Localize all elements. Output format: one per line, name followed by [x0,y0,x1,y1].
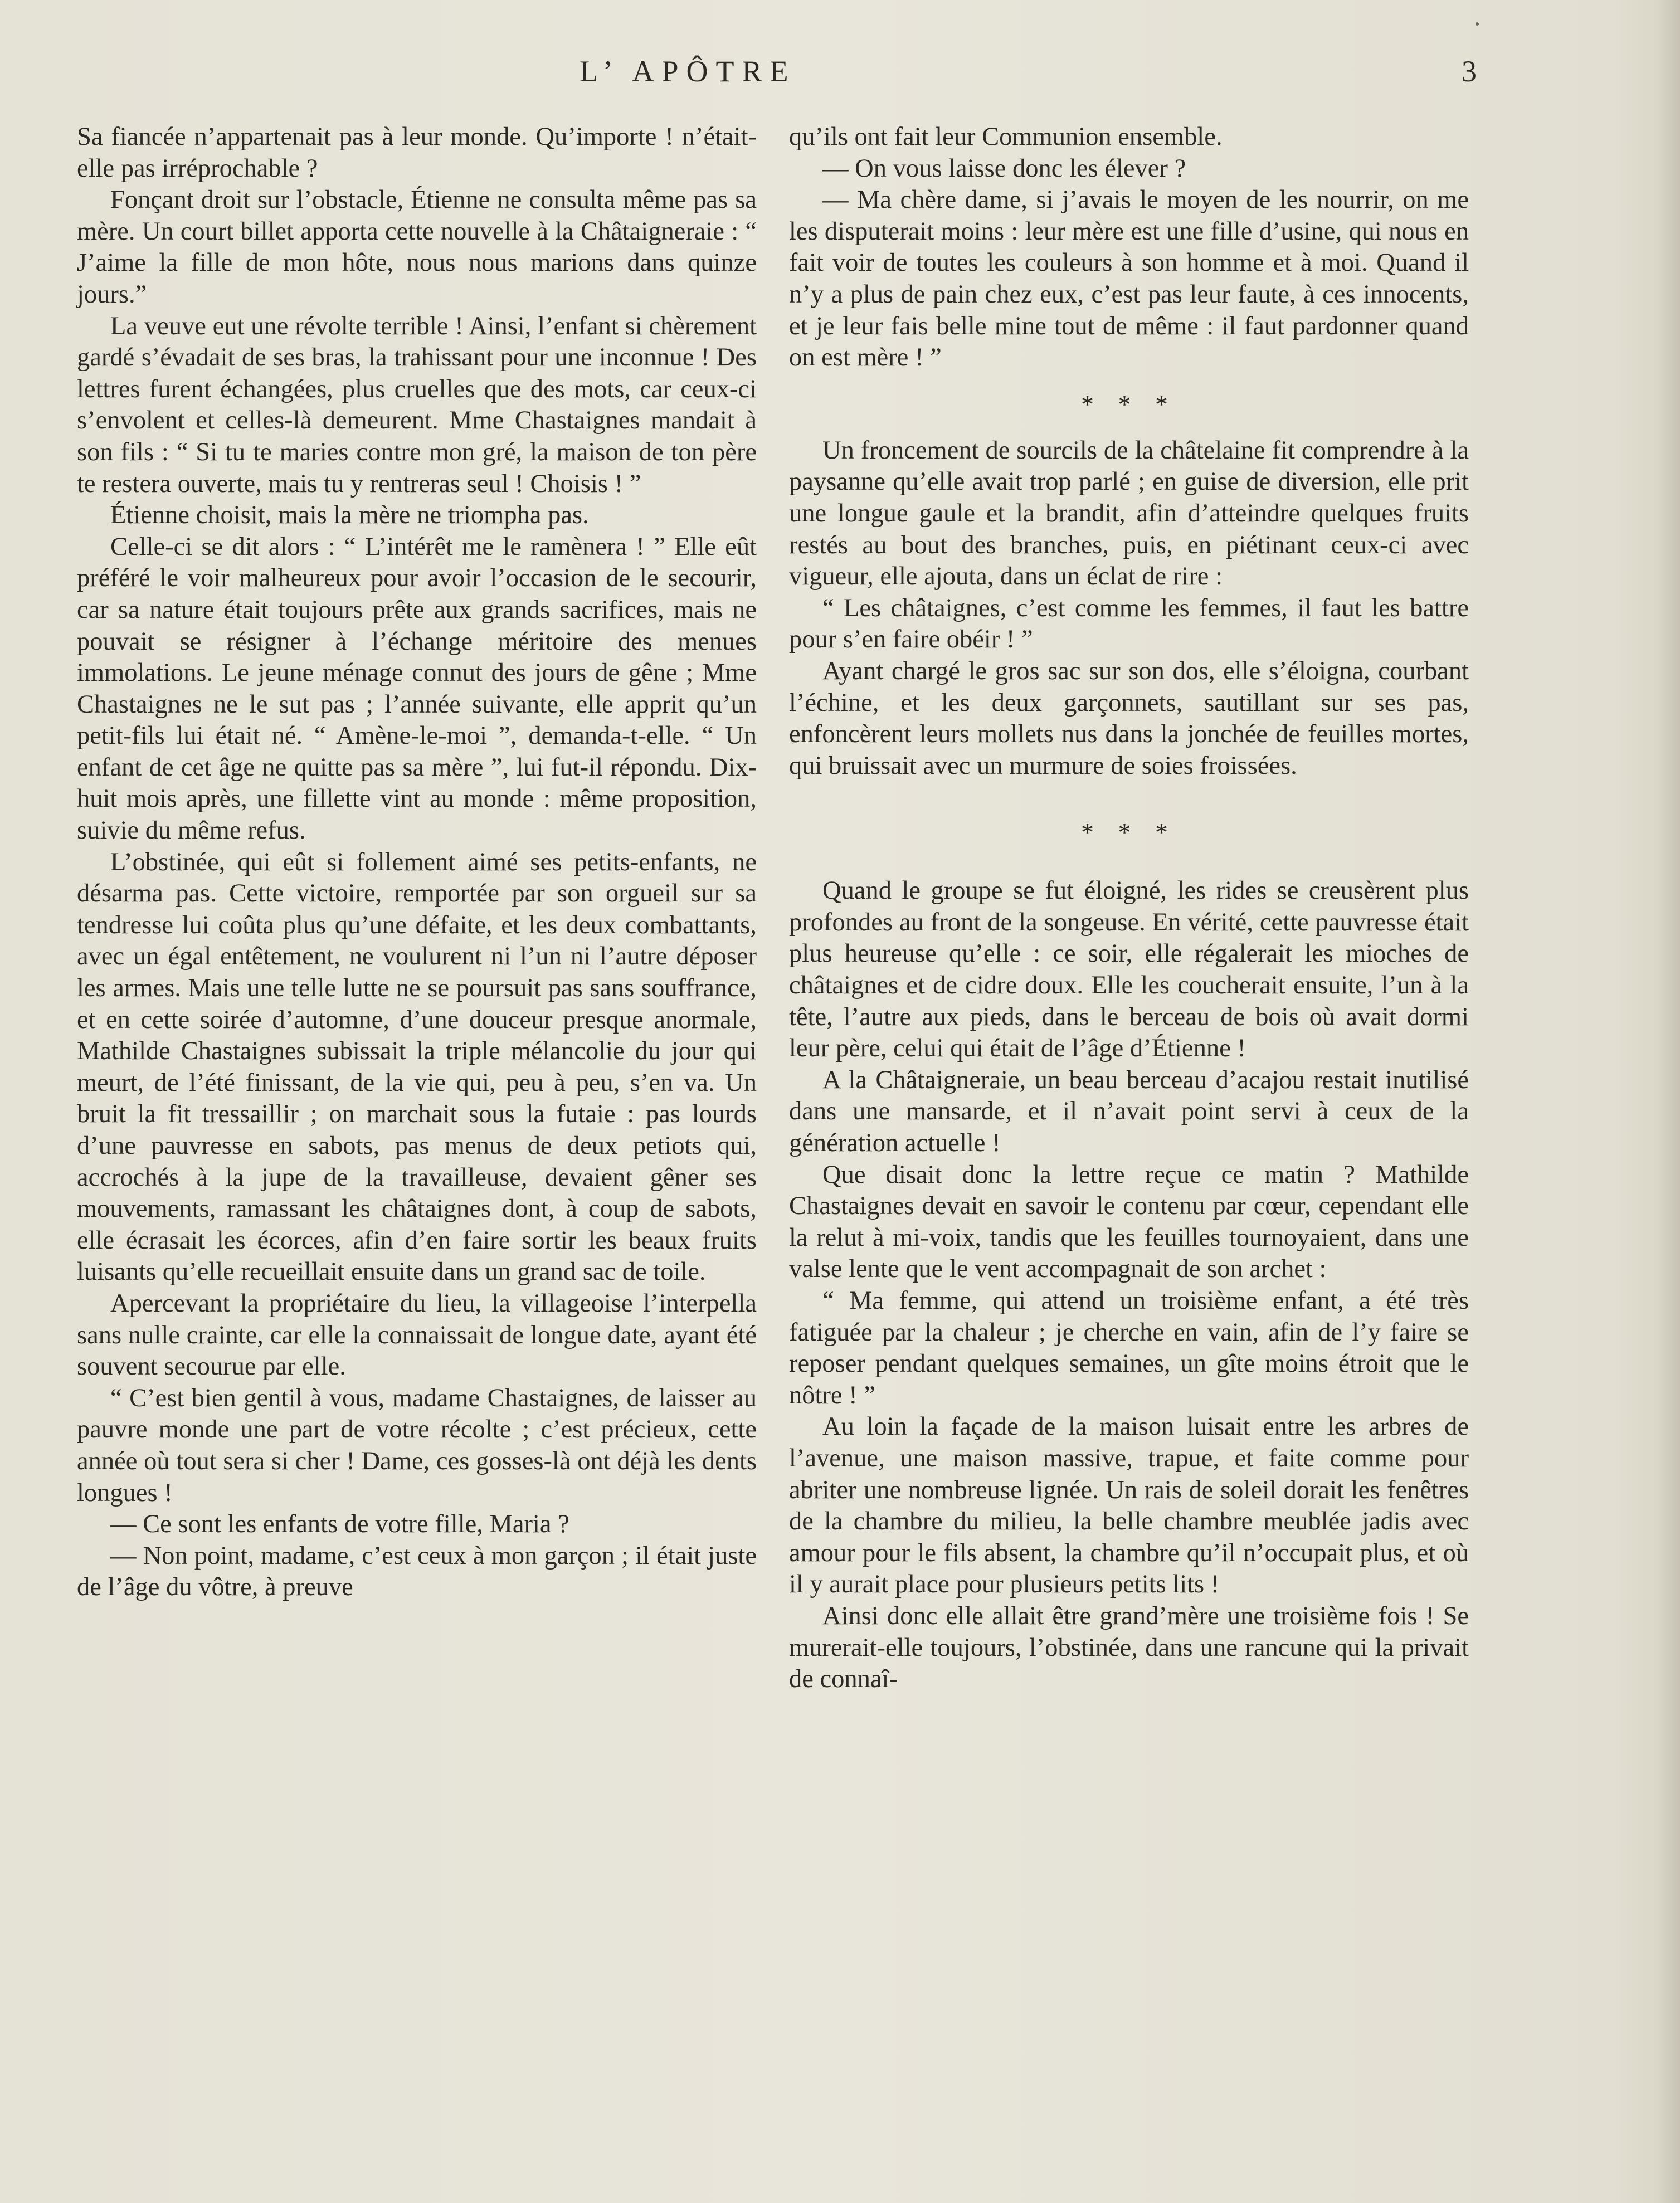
right-column [789,121,1469,1695]
paragraph: Apercevant la propriétaire du lieu, la villageoise l’interpella sans nulle crainte, car elle la connaissait de longue date, ayant été souvent secourue par elle. [77,1289,757,1381]
paragraph: “ Ma femme, qui attend un troisième enfant, a été très fatiguée par la chaleur ; je cherche en vain, afin de l’y faire se reposer pendant quelques semaines, un gîte moins étroit que le nôtre ! ” [789,1286,1469,1410]
paragraph: — Ce sont les enfants de votre fille, Maria ? [110,1510,569,1539]
section-break-asterism: * * * [1081,818,1177,847]
paragraph: — Ma chère dame, si j’avais le moyen de les nourrir, on me les disputerait moins : leur mère est une fille d’usine, qui nous en fait voir de toutes les couleurs à son homme et à moi. Quand il n’y a plus de pain chez eux, c’est pas leur faute, à ces innocents, et je leur fais belle mine tout de même : il faut pardonner quand on est mère ! ” [789,186,1469,372]
running-header-title: L’ APÔTRE [580,55,796,88]
paragraph: — On vous laisse donc les élever ? [822,154,1186,183]
spacer [789,782,1469,802]
paragraph: A la Châtaigneraie, un beau berceau d’acajou restait inutilisé dans une mansarde, et il n’avait point servi à ceux de la génération actuelle ! [789,1065,1469,1158]
paragraph: “ C’est bien gentil à vous, madame Chastaignes, de laisser au pauvre monde une part de votre récolte ; c’est précieux, cette année où tout sera si cher ! Dame, ces gosses-là ont déjà les dents longues ! [77,1383,757,1507]
paragraph: Que disait donc la lettre reçue ce matin ? Mathilde Chastaignes devait en savoir le contenu par cœur, cependant elle la relut à mi-voix, tandis que les feuilles tournoyaient, dans une valse lente que le vent accompagnait de son archet : [789,1160,1469,1284]
paragraph: qu’ils ont fait leur Communion ensemble. [789,123,1223,151]
paragraph: Ayant chargé le gros sac sur son dos, elle s’éloigna, courbant l’échine, et les deux garçonnets, sautillant sur ses pas, enfoncèrent leurs mollets nus dans la jonchée de feuilles mortes, qui bruissait avec un murmure de soies froissées. [789,656,1469,780]
paragraph: La veuve eut une révolte terrible ! Ainsi, l’enfant si chèrement gardé s’évadait de ses bras, la trahissant pour une inconnue ! Des lettres furent échangées, plus cruelles que des mots, car ceux-ci s’envolent et celles-là demeurent. Mme Chastaignes mandait à son fils : “ Si tu te maries contre mon gré, la maison de ton père te restera ouverte, mais tu y rentreras seul ! Choisis ! ” [77,311,757,498]
page-number: 3 [1462,55,1477,88]
paragraph: “ Les châtaignes, c’est comme les femmes, il faut les battre pour s’en faire obéir ! ” [789,593,1469,654]
paragraph: — Non point, madame, c’est ceux à mon garçon ; il était juste de l’âge du vôtre, à preuve [77,1541,757,1602]
paragraph: L’obstinée, qui eût si follement aimé ses petits-enfants, ne désarma pas. Cette victoire, remportée par son orgueil sur sa tendresse lui coûta plus qu’une défaite, et les deux combattants, avec un égal entêtement, ne voulurent ni l’un ni l’autre déposer les armes. Mais une telle lutte ne se poursuit pas sans souffrance, et en cette soirée d’automne, d’une douceur presque anormale, Mathilde Chastaignes subissait la triple mélancolie du jour qui meurt, de l’été finissant, de la vie qui, peu à peu, s’en va. Un bruit la fit tressaillir ; on marchait sous la futaie : pas lourds d’une pauvresse en sabots, pas menus de deux petiots qui, accrochés à la jupe de la travailleuse, devaient gêner ses mouvements, ramassant les châtaignes dont, à coup de sabots, elle écrasait les écorces, afin d’en faire sortir les beaux fruits luisants qu’elle recueillait ensuite dans un grand sac de toile. [77,847,757,1286]
section-break-asterism: * * * [1081,389,1177,418]
left-column [77,121,757,1603]
paragraph: Ainsi donc elle allait être grand’mère une troisième fois ! Se murerait-elle toujours, l’obstinée, dans une rancune qui la privait de connaî- [789,1601,1469,1694]
page-edge-shadow [1658,0,1680,2203]
paragraph: Fonçant droit sur l’obstacle, Étienne ne consulta même pas sa mère. Un court billet apporta cette nouvelle à la Châtaigneraie : “ J’aime la fille de mon hôte, nous nous marions dans quinze jours.” [77,186,757,309]
paper-speck [1476,22,1479,26]
paragraph: Quand le groupe se fut éloigné, les rides se creusèrent plus profondes au front de la songeuse. En vérité, cette pauvresse était plus heureuse qu’elle : ce soir, elle régalerait les mioches de châtaignes et de cidre doux. Elle les coucherait ensuite, l’un à la tête, l’autre aux pieds, dans le berceau de bois où avait dormi leur père, celui qui était de l’âge d’Étienne ! [789,876,1469,1063]
paragraph: Un froncement de sourcils de la châtelaine fit comprendre à la paysanne qu’elle avait trop parlé ; en guise de diversion, elle prit une longue gaule et la brandit, afin d’atteindre quelques fruits restés au bout des branches, puis, en piétinant ceux-ci avec vigueur, elle ajouta, dans un éclat de rire : [789,436,1469,591]
paragraph: Étienne choisit, mais la mère ne triompha pas. [110,501,589,530]
spacer [789,863,1469,875]
paragraph: Sa fiancée n’appartenait pas à leur monde. Qu’importe ! n’était-elle pas irréprochable ? [77,123,757,183]
paragraph: Celle-ci se dit alors : “ L’intérêt me le ramènera ! ” Elle eût préféré le voir malheureux pour avoir l’occasion de le secourir, car sa nature était toujours prête aux grands sacrifices, mais ne pouvait se résigner à l’échange méritoire des menues immolations. Le jeune ménage connut des jours de gêne ; Mme Chastaignes ne le sut pas ; l’année suivante, elle apprit qu’un petit-fils lui était né. “ Amène-le-moi ”, demanda-t-elle. “ Un enfant de cet âge ne quitte pas sa mère ”, lui fut-il répondu. Dix-huit mois après, une fillette vint au monde : même proposition, suivie du même refus. [77,532,757,845]
paragraph: Au loin la façade de la maison luisait entre les arbres de l’avenue, une maison massive, trapue, et faite comme pour abriter une nombreuse lignée. Un rais de soleil dorait les fenêtres de la chambre du milieu, la belle chambre meublée jadis avec amour pour le fils absent, la chambre qu’il n’occupait plus, et où il y aurait place pour plusieurs petits lits ! [789,1412,1469,1599]
